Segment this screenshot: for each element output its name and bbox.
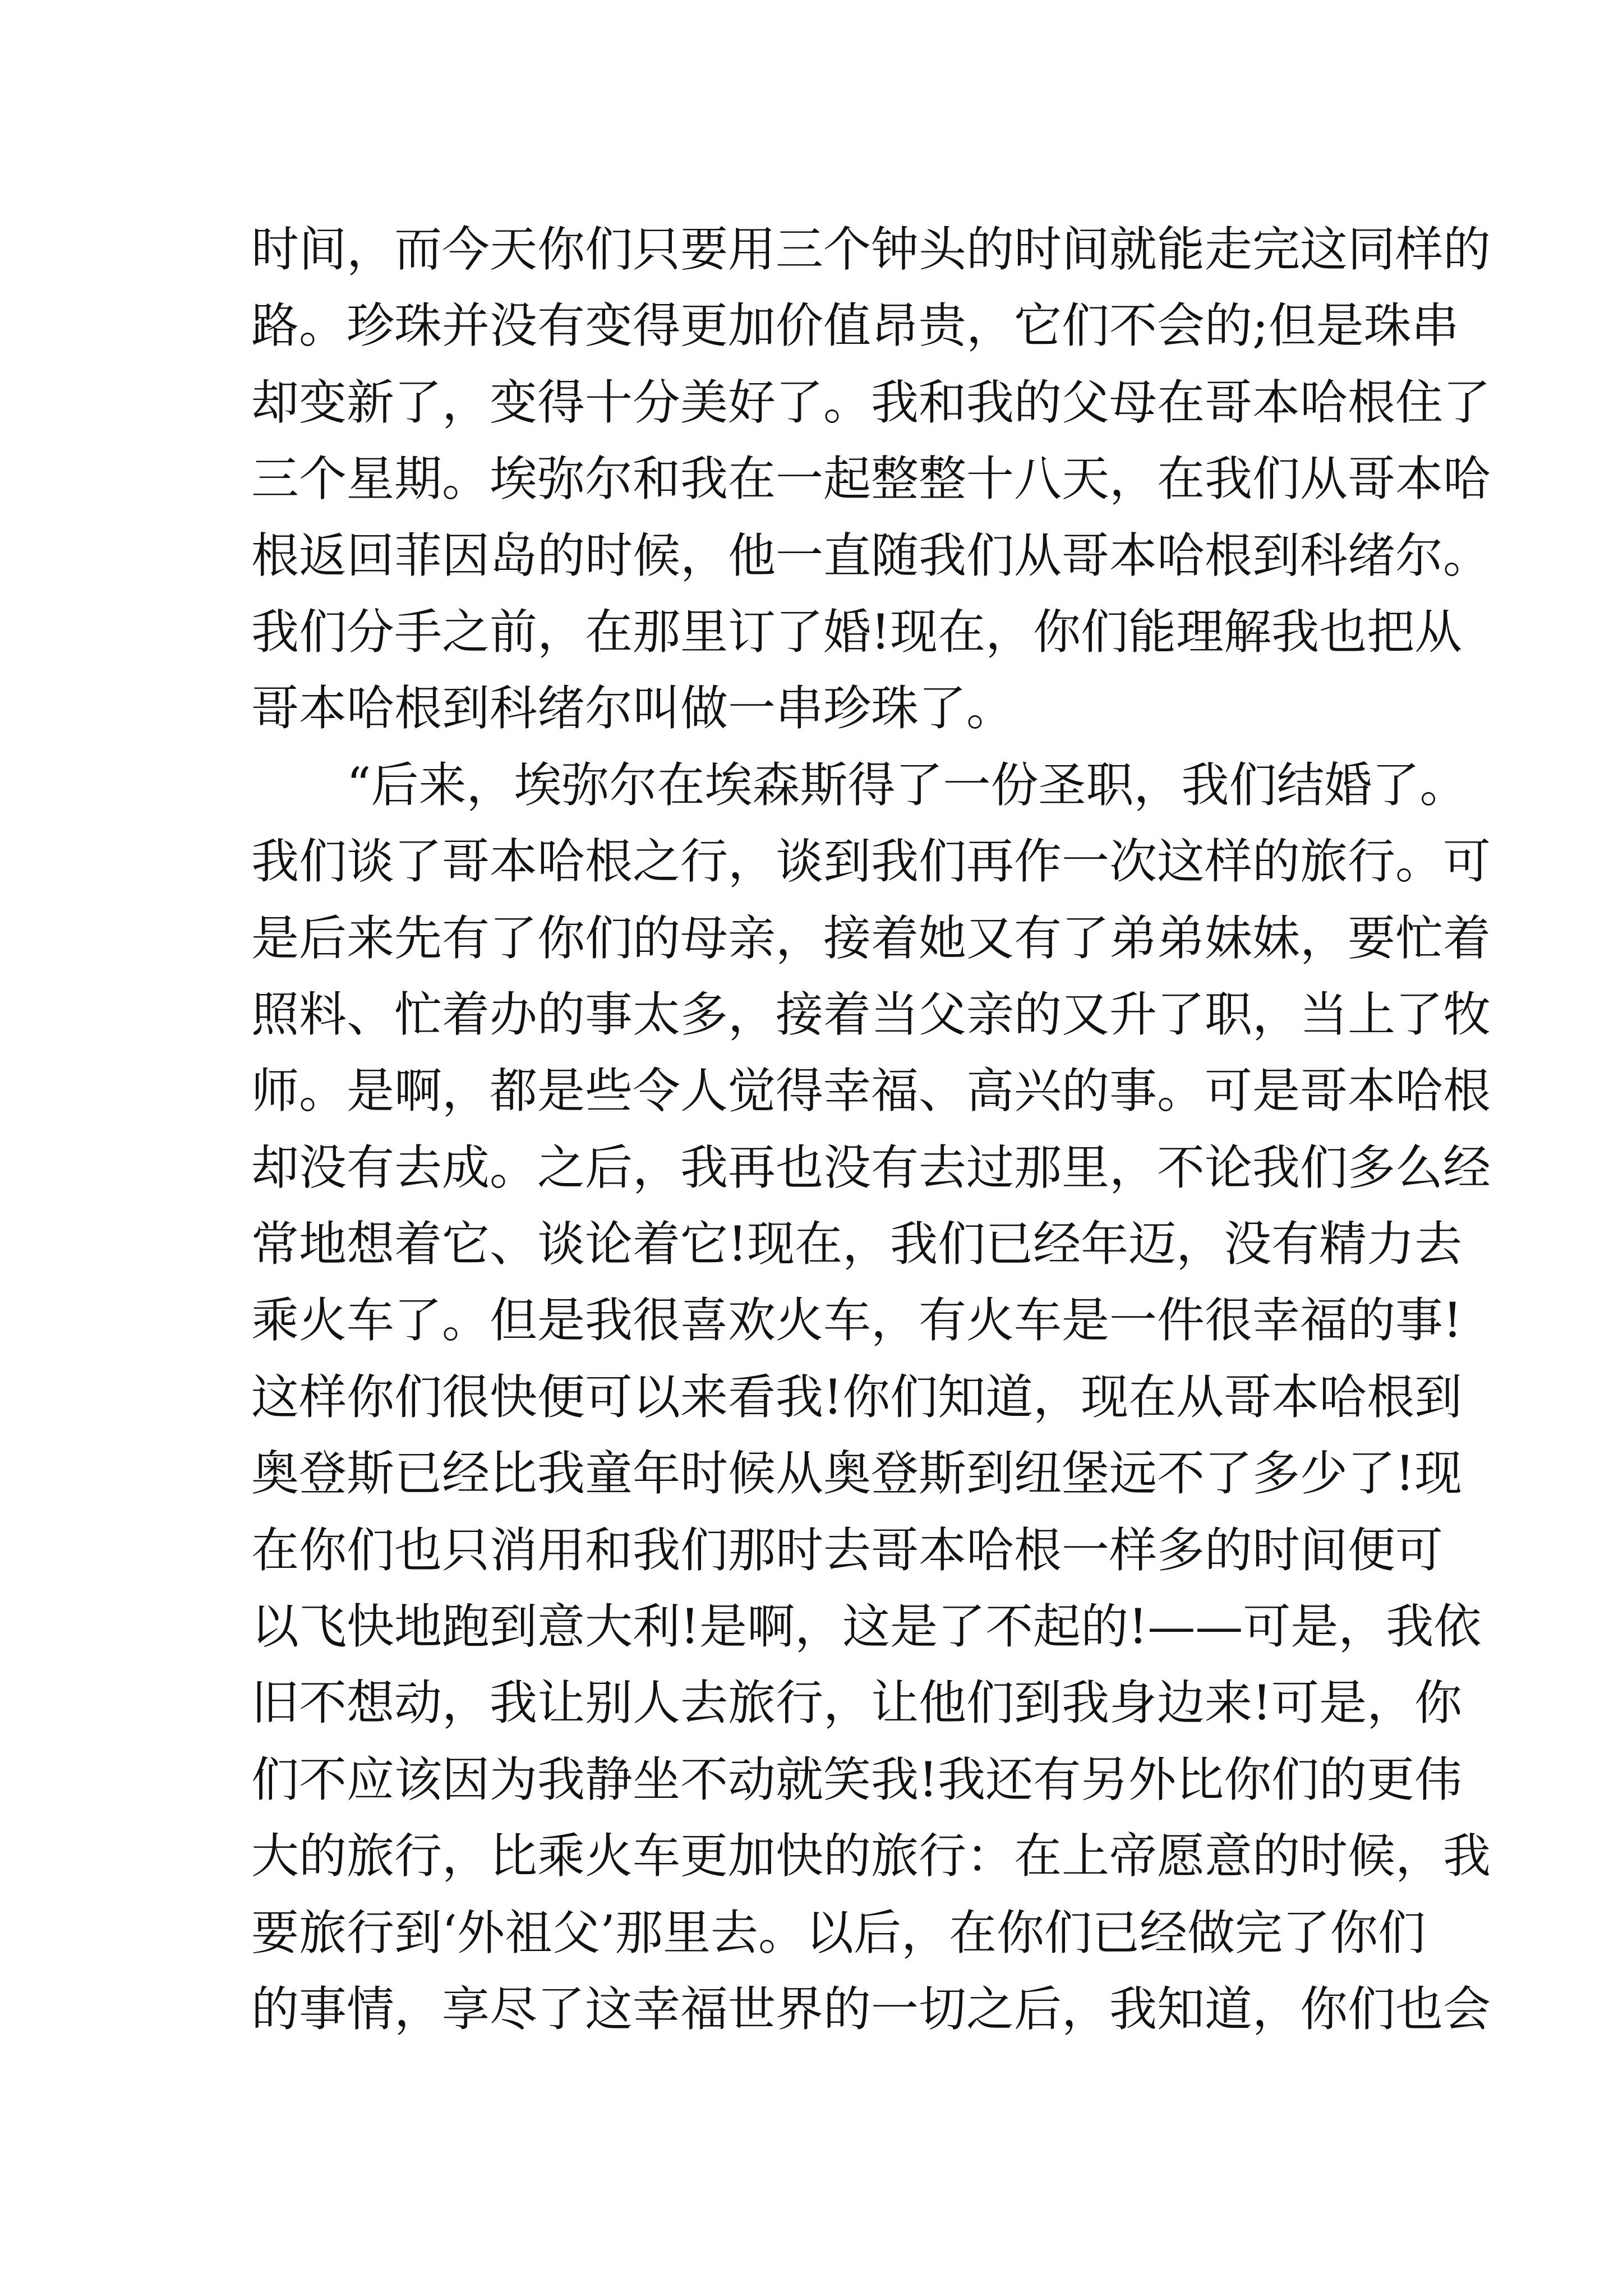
text-line: 的事情，享尽了这幸福世界的一切之后，我知道，你们也会 bbox=[251, 1981, 1491, 2037]
text-line: 以飞快地跑到意大利!是啊，这是了不起的!——可是，我依 bbox=[251, 1599, 1482, 1655]
text-line: 却没有去成。之后，我再也没有去过那里，不论我们多么经 bbox=[251, 1140, 1491, 1196]
text-line: 师。是啊，都是些令人觉得幸福、高兴的事。可是哥本哈根 bbox=[251, 1064, 1491, 1120]
text-line: 却变新了，变得十分美好了。我和我的父母在哥本哈根住了 bbox=[251, 375, 1491, 431]
text-line: 们不应该因为我静坐不动就笑我!我还有另外比你们的更伟 bbox=[251, 1752, 1463, 1808]
text-line: “后来，埃弥尔在埃森斯得了一份圣职，我们结婚了。 bbox=[251, 757, 1468, 813]
text-line: 我们分手之前，在那里订了婚!现在，你们能理解我也把从 bbox=[251, 604, 1463, 660]
text-line: 我们谈了哥本哈根之行，谈到我们再作一次这样的旅行。可 bbox=[251, 834, 1491, 890]
text-line: 路。珍珠并没有变得更加价值昂贵，它们不会的;但是珠串 bbox=[251, 298, 1459, 355]
text-line: 时间，而今天你们只要用三个钟头的时间就能走完这同样的 bbox=[251, 222, 1491, 278]
text-line: 常地想着它、谈论着它!现在，我们已经年迈，没有精力去 bbox=[251, 1217, 1463, 1273]
text-line: 这样你们很快便可以来看我!你们知道，现在从哥本哈根到 bbox=[251, 1369, 1463, 1425]
text-line: 根返回菲因岛的时候，他一直随我们从哥本哈根到科绪尔。 bbox=[251, 528, 1491, 584]
text-line: 奥登斯已经比我童年时候从奥登斯到纽堡远不了多少了!现 bbox=[251, 1446, 1463, 1502]
text-line: 在你们也只消用和我们那时去哥本哈根一样多的时间便可 bbox=[251, 1522, 1444, 1579]
text-line: 要旅行到‘外祖父’那里去。以后，在你们已经做完了你们 bbox=[251, 1905, 1426, 1961]
text-line: 三个星期。埃弥尔和我在一起整整十八天，在我们从哥本哈 bbox=[251, 452, 1491, 508]
text-line: 乘火车了。但是我很喜欢火车，有火车是一件很幸福的事! bbox=[251, 1293, 1463, 1349]
text-line: 是后来先有了你们的母亲，接着她又有了弟弟妹妹，要忙着 bbox=[251, 910, 1491, 967]
text-line: 照料、忙着办的事太多，接着当父亲的又升了职，当上了牧 bbox=[251, 987, 1491, 1043]
text-line: 大的旅行，比乘火车更加快的旅行：在上帝愿意的时候，我 bbox=[251, 1829, 1491, 1885]
text-line: 旧不想动，我让别人去旅行，让他们到我身边来!可是，你 bbox=[251, 1676, 1463, 1732]
body-text bbox=[251, 212, 1491, 2048]
text-line: 哥本哈根到科绪尔叫做一串珍珠了。 bbox=[251, 681, 1015, 737]
